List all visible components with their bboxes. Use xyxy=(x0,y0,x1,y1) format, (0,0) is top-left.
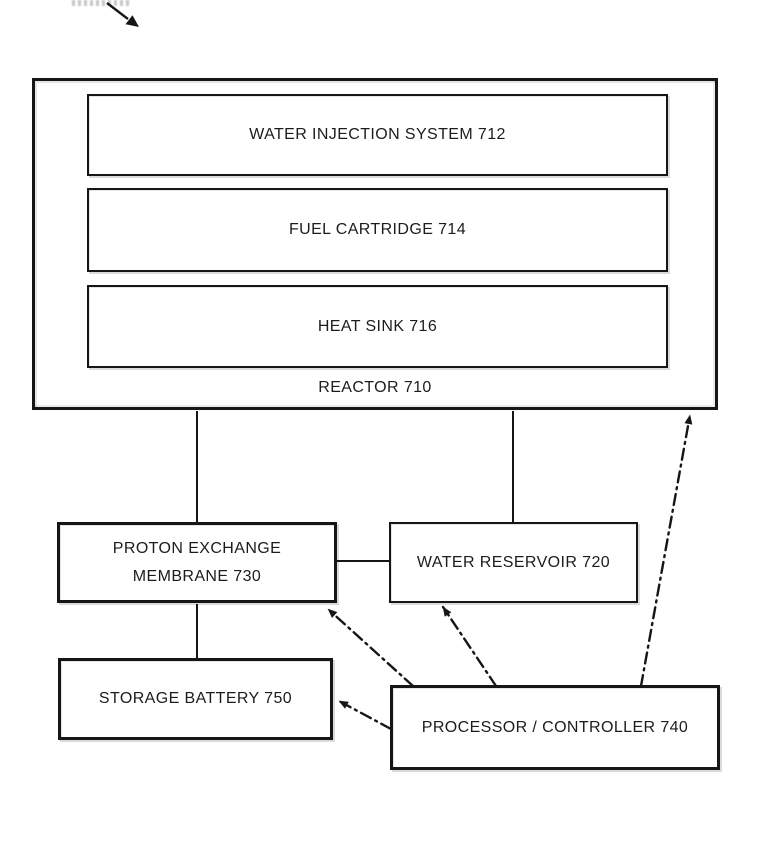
water-injection-label: WATER INJECTION SYSTEM 712 xyxy=(249,126,506,144)
block-proton-exchange-membrane xyxy=(57,522,337,603)
water-reservoir-label: WATER RESERVOIR 720 xyxy=(416,553,611,571)
reactor-label: REACTOR 710 xyxy=(318,378,432,396)
block-fuel-cartridge xyxy=(87,188,668,272)
ctrl-line-processor-to-reservoir xyxy=(443,607,496,686)
block-storage-battery xyxy=(58,658,333,740)
block-processor-controller xyxy=(390,685,720,770)
figure-pointer-arrow-icon xyxy=(107,3,139,27)
block-water-reservoir xyxy=(389,522,638,603)
block-water-injection-system xyxy=(87,94,668,176)
block-heat-sink xyxy=(87,285,668,368)
ctrl-line-processor-to-battery xyxy=(339,701,391,729)
heat-sink-label: HEAT SINK 716 xyxy=(317,317,438,335)
ctrl-line-processor-to-reactor xyxy=(641,415,690,686)
storage-battery-label: STORAGE BATTERY 750 xyxy=(98,690,293,708)
cutoff-text-artifact xyxy=(72,0,132,6)
processor-label: PROCESSOR / CONTROLLER 740 xyxy=(421,718,689,736)
pem-label: PROTON EXCHANGE MEMBRANE 730 xyxy=(112,540,282,585)
fuel-cartridge-label: FUEL CARTRIDGE 714 xyxy=(288,221,467,239)
ctrl-line-processor-to-pem xyxy=(328,609,413,686)
